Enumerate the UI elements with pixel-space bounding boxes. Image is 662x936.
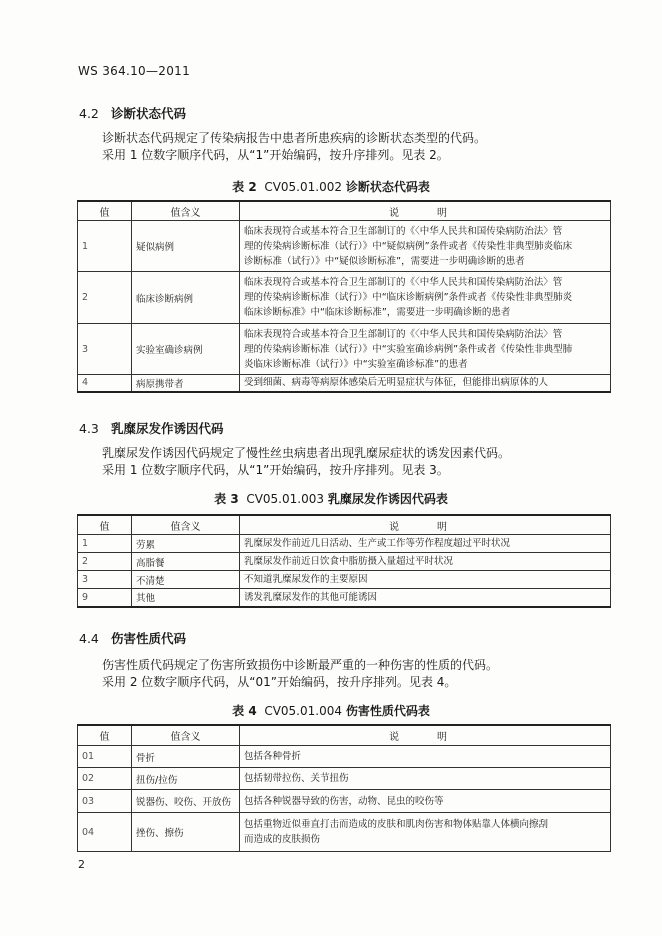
row-description: 乳糜尿发作前近日饮食中脂肪摄入量超过平时状况 xyxy=(240,553,611,571)
row-value: 01 xyxy=(78,746,132,768)
desc-line: 临床表现符合或基本符合卫生部制订的《〈中华人民共和国传染病防治法〉管 xyxy=(244,328,563,340)
row-meaning: 病原携带者 xyxy=(132,375,240,392)
table-row xyxy=(78,790,611,813)
row-description xyxy=(240,324,611,375)
row-meaning: 高脂餐 xyxy=(132,553,240,571)
row-description: 乳糜尿发作前近几日活动、生产或工作等劳作程度超过平时状况 xyxy=(240,535,611,553)
standard-code-header: WS 364.10—2011 xyxy=(78,64,191,78)
table-row xyxy=(78,535,611,553)
row-description: 包括韧带拉伤、关节扭伤 xyxy=(240,768,611,790)
table-caption-code: CV05.01.002 xyxy=(264,180,342,194)
desc-line: 而造成的皮肤损伤 xyxy=(244,834,321,845)
page-number: 2 xyxy=(78,858,85,871)
row-value: 3 xyxy=(78,324,132,375)
row-description xyxy=(240,272,611,324)
section-heading xyxy=(79,104,186,122)
table-row xyxy=(78,589,611,607)
section-title: 乳糜尿发作诱因代码 xyxy=(111,421,224,436)
table-caption-prefix: 表 4 xyxy=(232,704,257,718)
row-value: 2 xyxy=(78,272,132,324)
row-value: 03 xyxy=(78,790,132,813)
table-row xyxy=(78,746,611,768)
column-header-meaning: 值含义 xyxy=(132,515,240,535)
table-chyluria-trigger xyxy=(77,514,611,608)
table-caption-title: 伤害性质代码表 xyxy=(345,704,430,718)
table-caption-title: 乳糜尿发作诱因代码表 xyxy=(327,492,448,506)
section-heading xyxy=(79,419,224,437)
row-meaning: 挫伤、擦伤 xyxy=(132,813,240,852)
section-number: 4.4 xyxy=(79,631,99,646)
desc-line: 理的传染病诊断标准（试行）》中“疑似病例”条件或者《传染性非典型肺炎临床 xyxy=(244,240,573,252)
table-caption-code: CV05.01.004 xyxy=(264,704,342,718)
column-header-description: 说 明 xyxy=(240,515,611,535)
row-value: 02 xyxy=(78,768,132,790)
section-paragraph: 采用 2 位数字顺序代码，从“01”开始编码，按升序排列。见表 4。 xyxy=(102,675,457,689)
section-title: 诊断状态代码 xyxy=(111,106,187,121)
column-header-value: 值 xyxy=(78,201,132,221)
row-description: 诱发乳糜尿发作的其他可能诱因 xyxy=(240,589,611,607)
row-meaning: 不清楚 xyxy=(132,571,240,589)
row-value: 2 xyxy=(78,553,132,571)
section-paragraph: 采用 1 位数字顺序代码，从“1”开始编码，按升序排列。见表 2。 xyxy=(102,148,449,162)
table-row xyxy=(78,375,611,392)
row-meaning: 临床诊断病例 xyxy=(132,272,240,324)
row-meaning: 骨折 xyxy=(132,746,240,768)
row-description xyxy=(240,221,611,272)
table-row xyxy=(78,571,611,589)
table-row xyxy=(78,324,611,375)
desc-line: 理的传染病诊断标准（试行）》中“临床诊断病例”条件或者《传染性非典型肺炎 xyxy=(244,292,573,303)
desc-line: 包括重物近似垂直打击而造成的皮肤和肌肉伤害和物体贴靠人体横向擦刮 xyxy=(244,819,549,830)
desc-line: 炎临床诊断标准（试行）》中“实验室确诊标准”的患者 xyxy=(244,358,468,370)
section-title: 伤害性质代码 xyxy=(111,631,187,646)
row-description: 不知道乳糜尿发作的主要原因 xyxy=(240,571,611,589)
table-row xyxy=(78,272,611,324)
section-heading xyxy=(79,629,186,647)
row-meaning: 其他 xyxy=(132,589,240,607)
row-value: 4 xyxy=(78,375,132,392)
section-paragraph: 采用 1 位数字顺序代码，从“1”开始编码，按升序排列。见表 3。 xyxy=(102,463,449,477)
row-description: 受到细菌、病毒等病原体感染后无明显症状与体征，但能排出病原体的人 xyxy=(240,375,611,392)
row-meaning: 劳累 xyxy=(132,535,240,553)
table-row xyxy=(78,553,611,571)
table-caption-title: 诊断状态代码表 xyxy=(345,180,430,194)
row-value: 1 xyxy=(78,221,132,272)
table-caption-prefix: 表 2 xyxy=(232,180,257,194)
desc-line: 临床表现符合或基本符合卫生部制订的《〈中华人民共和国传染病防治法〉管 xyxy=(244,277,563,288)
section-paragraph: 诊断状态代码规定了传染病报告中患者所患疾病的诊断状态类型的代码。 xyxy=(102,131,487,145)
column-header-meaning: 值含义 xyxy=(132,725,240,746)
table-caption-code: CV05.01.003 xyxy=(246,492,324,506)
section-number: 4.2 xyxy=(79,106,99,121)
row-value: 1 xyxy=(78,535,132,553)
desc-line: 理的传染病诊断标准（试行）》中“实验室确诊病例”条件或者《传染性非典型肺 xyxy=(244,343,573,355)
row-description: 包括各种骨折 xyxy=(240,746,611,768)
table-row xyxy=(78,768,611,790)
table-row xyxy=(78,221,611,272)
table-injury-nature xyxy=(77,724,611,852)
table-caption xyxy=(0,702,662,719)
table-row xyxy=(78,813,611,852)
column-header-description: 说 明 xyxy=(240,201,611,221)
row-value: 04 xyxy=(78,813,132,852)
column-header-description: 说 明 xyxy=(240,725,611,746)
section-paragraph: 伤害性质代码规定了伤害所致损伤中诊断最严重的一种伤害的性质的代码。 xyxy=(102,658,499,672)
table-caption-prefix: 表 3 xyxy=(214,492,239,506)
row-value: 3 xyxy=(78,571,132,589)
table-caption xyxy=(0,490,662,507)
column-header-value: 值 xyxy=(78,515,132,535)
section-paragraph: 乳糜尿发作诱因代码规定了慢性丝虫病患者出现乳糜尿症状的诱发因素代码。 xyxy=(102,446,511,460)
row-value: 9 xyxy=(78,589,132,607)
row-meaning: 锐器伤、咬伤、开放伤 xyxy=(132,790,240,813)
desc-line: 临床表现符合或基本符合卫生部制订的《〈中华人民共和国传染病防治法〉管 xyxy=(244,225,563,237)
row-description: 包括各种锐器导致的伤害，动物、昆虫的咬伤等 xyxy=(240,790,611,813)
column-header-meaning: 值含义 xyxy=(132,201,240,221)
desc-line: 诊断标准（试行）》中“疑似诊断标准”，需要进一步明确诊断的患者 xyxy=(244,255,525,267)
section-number: 4.3 xyxy=(79,421,99,436)
column-header-value: 值 xyxy=(78,725,132,746)
row-meaning: 疑似病例 xyxy=(132,221,240,272)
row-description xyxy=(240,813,611,852)
row-meaning: 实验室确诊病例 xyxy=(132,324,240,375)
row-meaning: 扭伤/拉伤 xyxy=(132,768,240,790)
table-diagnosis-status xyxy=(77,200,611,393)
table-caption xyxy=(0,178,662,195)
desc-line: 临床诊断标准》中“临床诊断标准”，需要进一步明确诊断的患者 xyxy=(244,307,511,318)
